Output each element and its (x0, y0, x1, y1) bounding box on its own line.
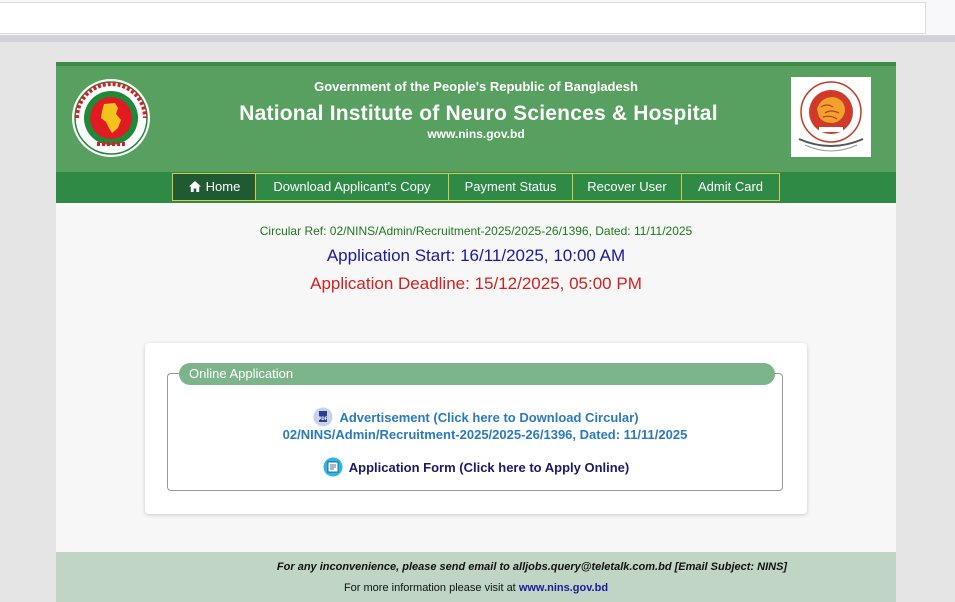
footer-more-info (56, 582, 896, 594)
website-line: www.nins.gov.bd (427, 127, 525, 141)
site-footer (56, 552, 896, 602)
nav-admit-label: Admit Card (697, 179, 764, 194)
home-icon (188, 180, 202, 193)
nav-home[interactable] (172, 173, 256, 201)
svg-text:PDF: PDF (318, 416, 328, 421)
nav-payment-status[interactable] (448, 173, 573, 201)
footer-contact: For any inconvenience, please send email to alljobs.query@teletalk.com.bd [Email Subject: NINS] (276, 561, 788, 573)
online-application-card (145, 343, 807, 514)
nav-home-label: Home (205, 179, 241, 194)
form-icon (323, 457, 343, 480)
address-bar[interactable] (0, 2, 926, 34)
advertisement-label: Advertisement (Click here to Download Circular) (339, 410, 639, 425)
page-container (56, 62, 896, 602)
circular-reference: Circular Ref: 02/NINS/Admin/Recruitment-2025/2025-26/1396, Dated: 11/11/2025 (259, 224, 693, 238)
nav-download-label: Download Applicant's Copy (273, 179, 431, 194)
main-navigation (56, 172, 896, 203)
application-start: Application Start: 16/11/2025, 10:00 AM (326, 246, 626, 265)
government-line: Government of the People's Republic of Bangladesh (314, 79, 638, 94)
nav-admit-card[interactable] (681, 173, 780, 201)
institute-title: National Institute of Neuro Sciences & Hospital (239, 102, 718, 125)
footer-website-link[interactable]: www.nins.gov.bd (518, 582, 609, 594)
site-header (56, 62, 896, 172)
online-application-legend: Online Application (179, 363, 775, 385)
nav-recover-user[interactable] (572, 173, 682, 201)
nav-payment-label: Payment Status (464, 179, 557, 194)
browser-divider (0, 36, 955, 42)
advertisement-reference[interactable]: 02/NINS/Admin/Recruitment-2025/2025-26/1396, Dated: 11/11/2025 (282, 427, 688, 442)
footer-more-info-text: For more information please visit at (343, 582, 516, 594)
application-deadline: Application Deadline: 15/12/2025, 05:00 PM (310, 274, 642, 293)
nav-download-applicants-copy[interactable] (255, 173, 449, 201)
nav-recover-label: Recover User (587, 179, 667, 194)
application-form-label: Application Form (Click here to Apply Online) (348, 460, 630, 475)
application-form-link[interactable] (145, 457, 807, 480)
browser-toolbar (0, 0, 955, 36)
nins-logo-icon (791, 77, 871, 157)
